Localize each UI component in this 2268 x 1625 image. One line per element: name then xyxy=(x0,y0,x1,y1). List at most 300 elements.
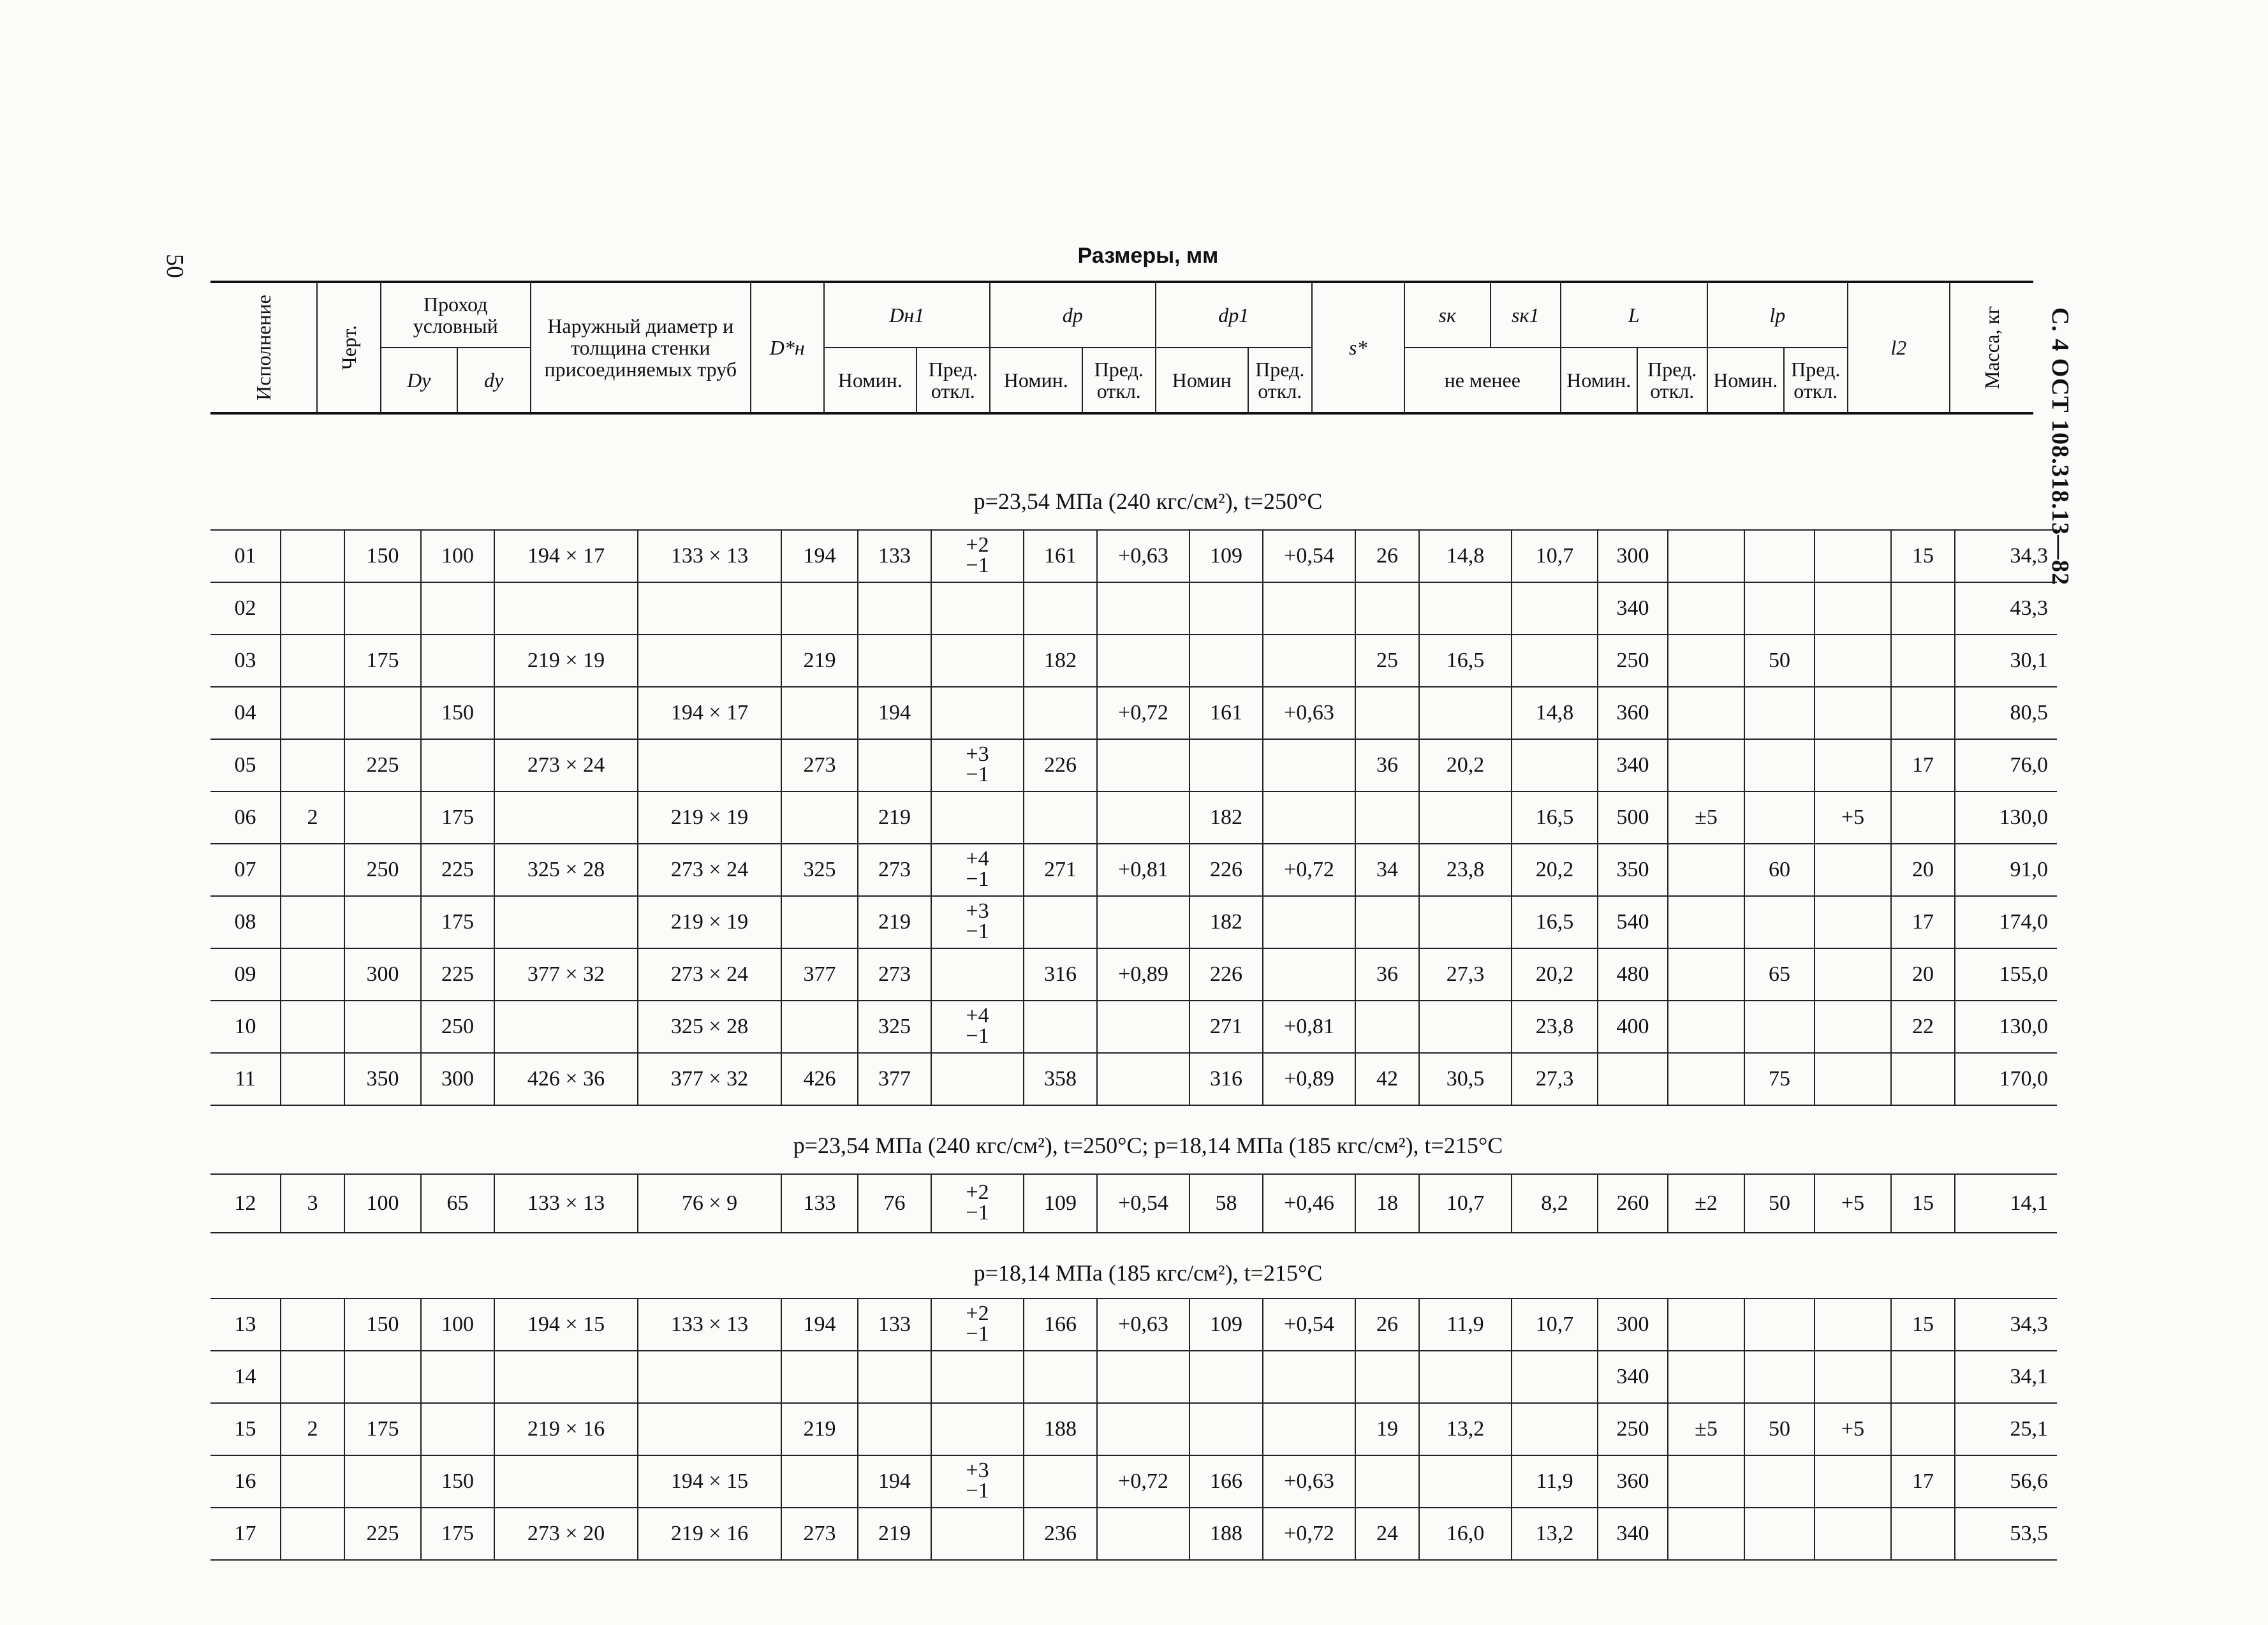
cell-s xyxy=(1355,896,1419,948)
cell-L_tol xyxy=(1668,896,1744,948)
cell-dp1: 226 xyxy=(1189,844,1263,896)
cell-sk: 30,5 xyxy=(1419,1053,1512,1105)
cell-s: 19 xyxy=(1355,1403,1419,1455)
cell-dp1_tol xyxy=(1263,739,1355,791)
header-nomin: Номин xyxy=(1156,348,1248,413)
cell-Dn: 133 xyxy=(781,1174,858,1233)
cell-Dn1_tol xyxy=(931,896,1024,948)
cell-sk1: 14,8 xyxy=(1512,687,1598,739)
header-L: L xyxy=(1561,282,1707,348)
cell-sk: 16,5 xyxy=(1419,635,1512,687)
cell-Dn1 xyxy=(858,1351,931,1403)
cell-lp_tol: +5 xyxy=(1815,1403,1891,1455)
cell-dp_tol xyxy=(1097,896,1189,948)
cell-dp1_tol xyxy=(1263,582,1355,635)
cell-L_tol xyxy=(1668,1351,1744,1403)
cell-L: 340 xyxy=(1598,739,1668,791)
cell-lp_tol xyxy=(1815,1053,1891,1105)
cell-dp: 182 xyxy=(1024,635,1097,687)
header-Dn1: Dн1 xyxy=(824,282,990,348)
cell-lp_tol xyxy=(1815,1508,1891,1560)
cell-L xyxy=(1598,1053,1668,1105)
cell-m: 80,5 xyxy=(1955,687,2057,739)
condition-2: p=23,54 МПа (240 кгс/см²), t=250°C; p=18,14 МПа (185 кгс/см²), t=215°C xyxy=(793,1133,1503,1158)
cell-L: 340 xyxy=(1598,1508,1668,1560)
cell-L: 250 xyxy=(1598,635,1668,687)
cell-dp: 166 xyxy=(1024,1298,1097,1351)
cell-Dy xyxy=(344,687,421,739)
header-lp: lр xyxy=(1707,282,1848,348)
header-chert: Черт. xyxy=(317,282,381,413)
cell-Dn1_tol xyxy=(931,530,1024,582)
cell-dp_tol: +0,72 xyxy=(1097,687,1189,739)
cell-s xyxy=(1355,1351,1419,1403)
cell-D1: 426 × 36 xyxy=(494,1053,638,1105)
cell-lp_tol xyxy=(1815,948,1891,1001)
tolerance-fraction: +4 −1 xyxy=(966,846,989,891)
cell-sk1: 13,2 xyxy=(1512,1508,1598,1560)
cell-dp: 161 xyxy=(1024,530,1097,582)
cell-m: 25,1 xyxy=(1955,1403,2057,1455)
cell-isp: 13 xyxy=(210,1298,281,1351)
cell-D1: 219 × 16 xyxy=(494,1403,638,1455)
tolerance-fraction: +3 −1 xyxy=(966,742,989,786)
cell-dp_tol xyxy=(1097,1403,1189,1455)
cell-dp1: 271 xyxy=(1189,1001,1263,1053)
cell-isp: 10 xyxy=(210,1001,281,1053)
cell-d1 xyxy=(638,582,781,635)
header-Dn: D*н xyxy=(751,282,824,413)
cell-D1 xyxy=(494,687,638,739)
table-row xyxy=(210,844,2057,896)
cell-l2 xyxy=(1891,582,1955,635)
cell-dp_tol: +0,89 xyxy=(1097,948,1189,1001)
cell-dp1_tol: +0,54 xyxy=(1263,530,1355,582)
cell-Dn1 xyxy=(858,1403,931,1455)
tolerance-fraction: +2 −1 xyxy=(966,1301,989,1346)
header-sk: sк xyxy=(1404,282,1491,348)
cell-Dn1: 273 xyxy=(858,948,931,1001)
cell-sk: 13,2 xyxy=(1419,1403,1512,1455)
cell-sk1 xyxy=(1512,582,1598,635)
cell-dp1_tol: +0,81 xyxy=(1263,1001,1355,1053)
cell-D1: 377 × 32 xyxy=(494,948,638,1001)
cell-lp_tol xyxy=(1815,739,1891,791)
cell-d1: 219 × 19 xyxy=(638,896,781,948)
cell-Dn: 194 xyxy=(781,530,858,582)
cell-dp1_tol xyxy=(1263,791,1355,844)
cell-dp: 271 xyxy=(1024,844,1097,896)
cell-dp1_tol: +0,63 xyxy=(1263,1455,1355,1508)
cell-dp1: 182 xyxy=(1189,896,1263,948)
cell-l2 xyxy=(1891,1508,1955,1560)
cell-sk1: 10,7 xyxy=(1512,530,1598,582)
cell-dp_tol xyxy=(1097,1001,1189,1053)
cell-lp_tol xyxy=(1815,530,1891,582)
cell-Dy: 350 xyxy=(344,1053,421,1105)
cell-L_tol xyxy=(1668,582,1744,635)
header-pred: Пред. откл. xyxy=(1784,348,1848,413)
cell-s xyxy=(1355,687,1419,739)
cell-dp1_tol xyxy=(1263,948,1355,1001)
cell-sk: 10,7 xyxy=(1419,1174,1512,1233)
cell-d1: 76 × 9 xyxy=(638,1174,781,1233)
cell-dy: 175 xyxy=(421,791,494,844)
cell-dp1: 109 xyxy=(1189,530,1263,582)
cell-l2 xyxy=(1891,635,1955,687)
cell-Dn1_tol xyxy=(931,1174,1024,1233)
table-row xyxy=(210,1403,2057,1455)
cell-sk1 xyxy=(1512,1351,1598,1403)
header-pred: Пред. откл. xyxy=(1082,348,1156,413)
cell-d1: 194 × 17 xyxy=(638,687,781,739)
cell-dp_tol xyxy=(1097,791,1189,844)
cell-dp1 xyxy=(1189,582,1263,635)
cell-Dn xyxy=(781,1455,858,1508)
cell-l2: 17 xyxy=(1891,739,1955,791)
cell-dy: 65 xyxy=(421,1174,494,1233)
cell-Dn xyxy=(781,687,858,739)
cell-chert xyxy=(281,1351,344,1403)
header-pred: Пред. откл. xyxy=(917,348,990,413)
cell-dp1_tol: +0,46 xyxy=(1263,1174,1355,1233)
cell-D1: 273 × 20 xyxy=(494,1508,638,1560)
cell-Dn: 426 xyxy=(781,1053,858,1105)
cell-isp: 06 xyxy=(210,791,281,844)
cell-isp: 05 xyxy=(210,739,281,791)
cell-sk: 16,0 xyxy=(1419,1508,1512,1560)
cell-Dy xyxy=(344,896,421,948)
tolerance-fraction: +3 −1 xyxy=(966,899,989,943)
cell-dp xyxy=(1024,687,1097,739)
cell-Dn1_tol xyxy=(931,948,1024,1001)
cell-lp_tol xyxy=(1815,687,1891,739)
cell-l2: 17 xyxy=(1891,1455,1955,1508)
cell-D1 xyxy=(494,1351,638,1403)
cell-Dn: 273 xyxy=(781,1508,858,1560)
table-title: Размеры, мм xyxy=(1077,244,1219,268)
header-pred: Пред. откл. xyxy=(1637,348,1707,413)
cell-d1 xyxy=(638,635,781,687)
cell-isp: 17 xyxy=(210,1508,281,1560)
header-ne-menee: не менее xyxy=(1404,348,1561,413)
cell-Dn1_tol xyxy=(931,1001,1024,1053)
cell-l2: 22 xyxy=(1891,1001,1955,1053)
tolerance-fraction: +3 −1 xyxy=(966,1458,989,1503)
tolerance-fraction: +4 −1 xyxy=(966,1003,989,1048)
cell-d1: 133 × 13 xyxy=(638,530,781,582)
cell-l2: 15 xyxy=(1891,530,1955,582)
cell-s xyxy=(1355,582,1419,635)
cell-L_tol xyxy=(1668,1455,1744,1508)
cell-lp_tol xyxy=(1815,1298,1891,1351)
header-dp: dр xyxy=(990,282,1156,348)
cell-dp xyxy=(1024,582,1097,635)
cell-sk: 11,9 xyxy=(1419,1298,1512,1351)
cell-isp: 04 xyxy=(210,687,281,739)
cell-Dy: 225 xyxy=(344,1508,421,1560)
cell-dy: 100 xyxy=(421,530,494,582)
cell-m: 130,0 xyxy=(1955,1001,2057,1053)
cell-m: 14,1 xyxy=(1955,1174,2057,1233)
cell-Dy xyxy=(344,1455,421,1508)
cell-D1 xyxy=(494,582,638,635)
cell-dp_tol: +0,72 xyxy=(1097,1455,1189,1508)
cell-Dn1 xyxy=(858,739,931,791)
cell-Dn1: 377 xyxy=(858,1053,931,1105)
cell-Dy xyxy=(344,1001,421,1053)
header-sk1: sк1 xyxy=(1491,282,1561,348)
cell-Dn1: 194 xyxy=(858,687,931,739)
cell-m: 34,3 xyxy=(1955,530,2057,582)
cell-lp: 65 xyxy=(1744,948,1815,1001)
cell-s: 34 xyxy=(1355,844,1419,896)
cell-chert: 2 xyxy=(281,1403,344,1455)
cell-L_tol xyxy=(1668,687,1744,739)
cell-sk xyxy=(1419,1001,1512,1053)
cell-lp xyxy=(1744,1001,1815,1053)
cell-m: 34,1 xyxy=(1955,1351,2057,1403)
cell-s: 26 xyxy=(1355,530,1419,582)
cell-sk1: 11,9 xyxy=(1512,1455,1598,1508)
cell-L: 540 xyxy=(1598,896,1668,948)
cell-chert xyxy=(281,1298,344,1351)
header-Dy: Dy xyxy=(381,348,457,413)
cell-dy: 175 xyxy=(421,896,494,948)
cell-d1: 194 × 15 xyxy=(638,1455,781,1508)
cell-l2 xyxy=(1891,1053,1955,1105)
cell-Dy: 175 xyxy=(344,635,421,687)
cell-Dn xyxy=(781,791,858,844)
cell-dy xyxy=(421,635,494,687)
cell-m: 34,3 xyxy=(1955,1298,2057,1351)
table-row xyxy=(210,791,2057,844)
cell-Dy: 175 xyxy=(344,1403,421,1455)
cell-d1: 219 × 19 xyxy=(638,791,781,844)
cell-Dn1: 219 xyxy=(858,791,931,844)
cell-Dy: 150 xyxy=(344,530,421,582)
cell-Dn1: 133 xyxy=(858,1298,931,1351)
cell-Dy: 225 xyxy=(344,739,421,791)
cell-Dy: 300 xyxy=(344,948,421,1001)
cell-dp: 358 xyxy=(1024,1053,1097,1105)
header-massa: Масса, кг xyxy=(1950,282,2033,413)
cell-l2 xyxy=(1891,791,1955,844)
cell-Dn xyxy=(781,582,858,635)
cell-D1 xyxy=(494,896,638,948)
table-row xyxy=(210,1455,2057,1508)
cell-lp: 50 xyxy=(1744,635,1815,687)
cell-dp1_tol: +0,54 xyxy=(1263,1298,1355,1351)
cell-dy: 150 xyxy=(421,687,494,739)
header-dy: dy xyxy=(457,348,531,413)
cell-Dn1: 273 xyxy=(858,844,931,896)
cell-Dn: 325 xyxy=(781,844,858,896)
table-row xyxy=(210,1298,2057,1351)
cell-isp: 16 xyxy=(210,1455,281,1508)
cell-isp: 12 xyxy=(210,1174,281,1233)
cell-chert xyxy=(281,1053,344,1105)
cell-dy: 225 xyxy=(421,948,494,1001)
cell-m: 53,5 xyxy=(1955,1508,2057,1560)
cell-sk1: 27,3 xyxy=(1512,1053,1598,1105)
cell-L_tol xyxy=(1668,1001,1744,1053)
cell-chert xyxy=(281,1455,344,1508)
cell-d1: 273 × 24 xyxy=(638,844,781,896)
cell-dp1: 58 xyxy=(1189,1174,1263,1233)
cell-Dn xyxy=(781,1001,858,1053)
table-header xyxy=(210,281,2033,415)
cell-d1: 219 × 16 xyxy=(638,1508,781,1560)
cell-dp xyxy=(1024,791,1097,844)
cell-dp_tol xyxy=(1097,1053,1189,1105)
cell-s: 25 xyxy=(1355,635,1419,687)
cell-Dn1_tol xyxy=(931,791,1024,844)
cell-dp: 109 xyxy=(1024,1174,1097,1233)
cell-dp1_tol xyxy=(1263,1351,1355,1403)
header-s: s* xyxy=(1312,282,1404,413)
cell-m: 170,0 xyxy=(1955,1053,2057,1105)
cell-sk: 14,8 xyxy=(1419,530,1512,582)
cell-chert xyxy=(281,844,344,896)
cell-lp xyxy=(1744,739,1815,791)
cell-sk xyxy=(1419,1455,1512,1508)
cell-isp: 01 xyxy=(210,530,281,582)
cell-lp_tol xyxy=(1815,635,1891,687)
cell-isp: 15 xyxy=(210,1403,281,1455)
header-pred: Пред. откл. xyxy=(1248,348,1312,413)
cell-d1: 133 × 13 xyxy=(638,1298,781,1351)
cell-dp1_tol xyxy=(1263,1403,1355,1455)
cell-d1 xyxy=(638,1351,781,1403)
cell-D1: 194 × 15 xyxy=(494,1298,638,1351)
table-row xyxy=(210,1053,2057,1105)
cell-dp xyxy=(1024,1351,1097,1403)
cell-lp_tol: +5 xyxy=(1815,791,1891,844)
cell-sk: 27,3 xyxy=(1419,948,1512,1001)
cell-dp1: 166 xyxy=(1189,1455,1263,1508)
cell-Dy: 100 xyxy=(344,1174,421,1233)
cell-s: 42 xyxy=(1355,1053,1419,1105)
cell-isp: 07 xyxy=(210,844,281,896)
cell-lp xyxy=(1744,1455,1815,1508)
table-row xyxy=(210,1174,2057,1233)
cell-dp xyxy=(1024,1455,1097,1508)
cell-Dn: 377 xyxy=(781,948,858,1001)
cell-lp_tol xyxy=(1815,896,1891,948)
cell-L: 340 xyxy=(1598,582,1668,635)
cell-dp1_tol xyxy=(1263,896,1355,948)
cell-dy xyxy=(421,739,494,791)
cell-l2: 20 xyxy=(1891,948,1955,1001)
cell-sk: 20,2 xyxy=(1419,739,1512,791)
cell-chert xyxy=(281,739,344,791)
cell-L: 300 xyxy=(1598,1298,1668,1351)
cell-l2: 17 xyxy=(1891,896,1955,948)
cell-dp1_tol: +0,89 xyxy=(1263,1053,1355,1105)
cell-Dn: 219 xyxy=(781,1403,858,1455)
cell-D1 xyxy=(494,1001,638,1053)
cell-chert xyxy=(281,530,344,582)
cell-m: 91,0 xyxy=(1955,844,2057,896)
data-table-section-2 xyxy=(210,1173,2057,1233)
cell-l2 xyxy=(1891,687,1955,739)
cell-sk1: 10,7 xyxy=(1512,1298,1598,1351)
cell-D1: 194 × 17 xyxy=(494,530,638,582)
cell-chert: 2 xyxy=(281,791,344,844)
cell-Dn1_tol xyxy=(931,1351,1024,1403)
cell-Dy xyxy=(344,582,421,635)
table-row xyxy=(210,530,2057,582)
cell-dp1 xyxy=(1189,739,1263,791)
cell-dp xyxy=(1024,1001,1097,1053)
cell-sk xyxy=(1419,582,1512,635)
cell-s: 26 xyxy=(1355,1298,1419,1351)
cell-d1 xyxy=(638,739,781,791)
cell-sk1: 20,2 xyxy=(1512,948,1598,1001)
cell-dy xyxy=(421,1351,494,1403)
cell-sk xyxy=(1419,896,1512,948)
cell-Dn1: 219 xyxy=(858,1508,931,1560)
cell-L: 360 xyxy=(1598,1455,1668,1508)
cell-m: 43,3 xyxy=(1955,582,2057,635)
cell-dp1_tol: +0,63 xyxy=(1263,687,1355,739)
cell-L: 500 xyxy=(1598,791,1668,844)
cell-dp xyxy=(1024,896,1097,948)
cell-isp: 02 xyxy=(210,582,281,635)
cell-lp xyxy=(1744,582,1815,635)
cell-L_tol: ±2 xyxy=(1668,1174,1744,1233)
table-row xyxy=(210,948,2057,1001)
header-nomin: Номин. xyxy=(990,348,1082,413)
cell-dp: 316 xyxy=(1024,948,1097,1001)
cell-m: 76,0 xyxy=(1955,739,2057,791)
cell-dp: 236 xyxy=(1024,1508,1097,1560)
cell-sk1 xyxy=(1512,1403,1598,1455)
cell-dp1 xyxy=(1189,635,1263,687)
cell-lp: 60 xyxy=(1744,844,1815,896)
data-table-section-3 xyxy=(210,1298,2057,1561)
cell-dp1: 316 xyxy=(1189,1053,1263,1105)
document-code: С. 4 ОСТ 108.318.13—82 xyxy=(2047,307,2073,586)
cell-L: 340 xyxy=(1598,1351,1668,1403)
cell-dp: 188 xyxy=(1024,1403,1097,1455)
cell-l2 xyxy=(1891,1351,1955,1403)
cell-L_tol xyxy=(1668,1053,1744,1105)
cell-Dy xyxy=(344,791,421,844)
cell-dy xyxy=(421,582,494,635)
cell-lp xyxy=(1744,1298,1815,1351)
cell-sk1: 20,2 xyxy=(1512,844,1598,896)
cell-dp1_tol xyxy=(1263,635,1355,687)
cell-chert xyxy=(281,582,344,635)
cell-D1 xyxy=(494,1455,638,1508)
cell-dp_tol xyxy=(1097,1508,1189,1560)
cell-sk1: 8,2 xyxy=(1512,1174,1598,1233)
cell-chert xyxy=(281,1508,344,1560)
cell-Dy: 250 xyxy=(344,844,421,896)
cell-dy: 225 xyxy=(421,844,494,896)
cell-Dn1_tol xyxy=(931,1455,1024,1508)
cell-L: 300 xyxy=(1598,530,1668,582)
cell-dy: 175 xyxy=(421,1508,494,1560)
cell-d1: 273 × 24 xyxy=(638,948,781,1001)
header-prokhod: Проход условный xyxy=(381,282,531,348)
cell-lp: 75 xyxy=(1744,1053,1815,1105)
cell-sk: 23,8 xyxy=(1419,844,1512,896)
table-row xyxy=(210,582,2057,635)
cell-lp_tol xyxy=(1815,1455,1891,1508)
